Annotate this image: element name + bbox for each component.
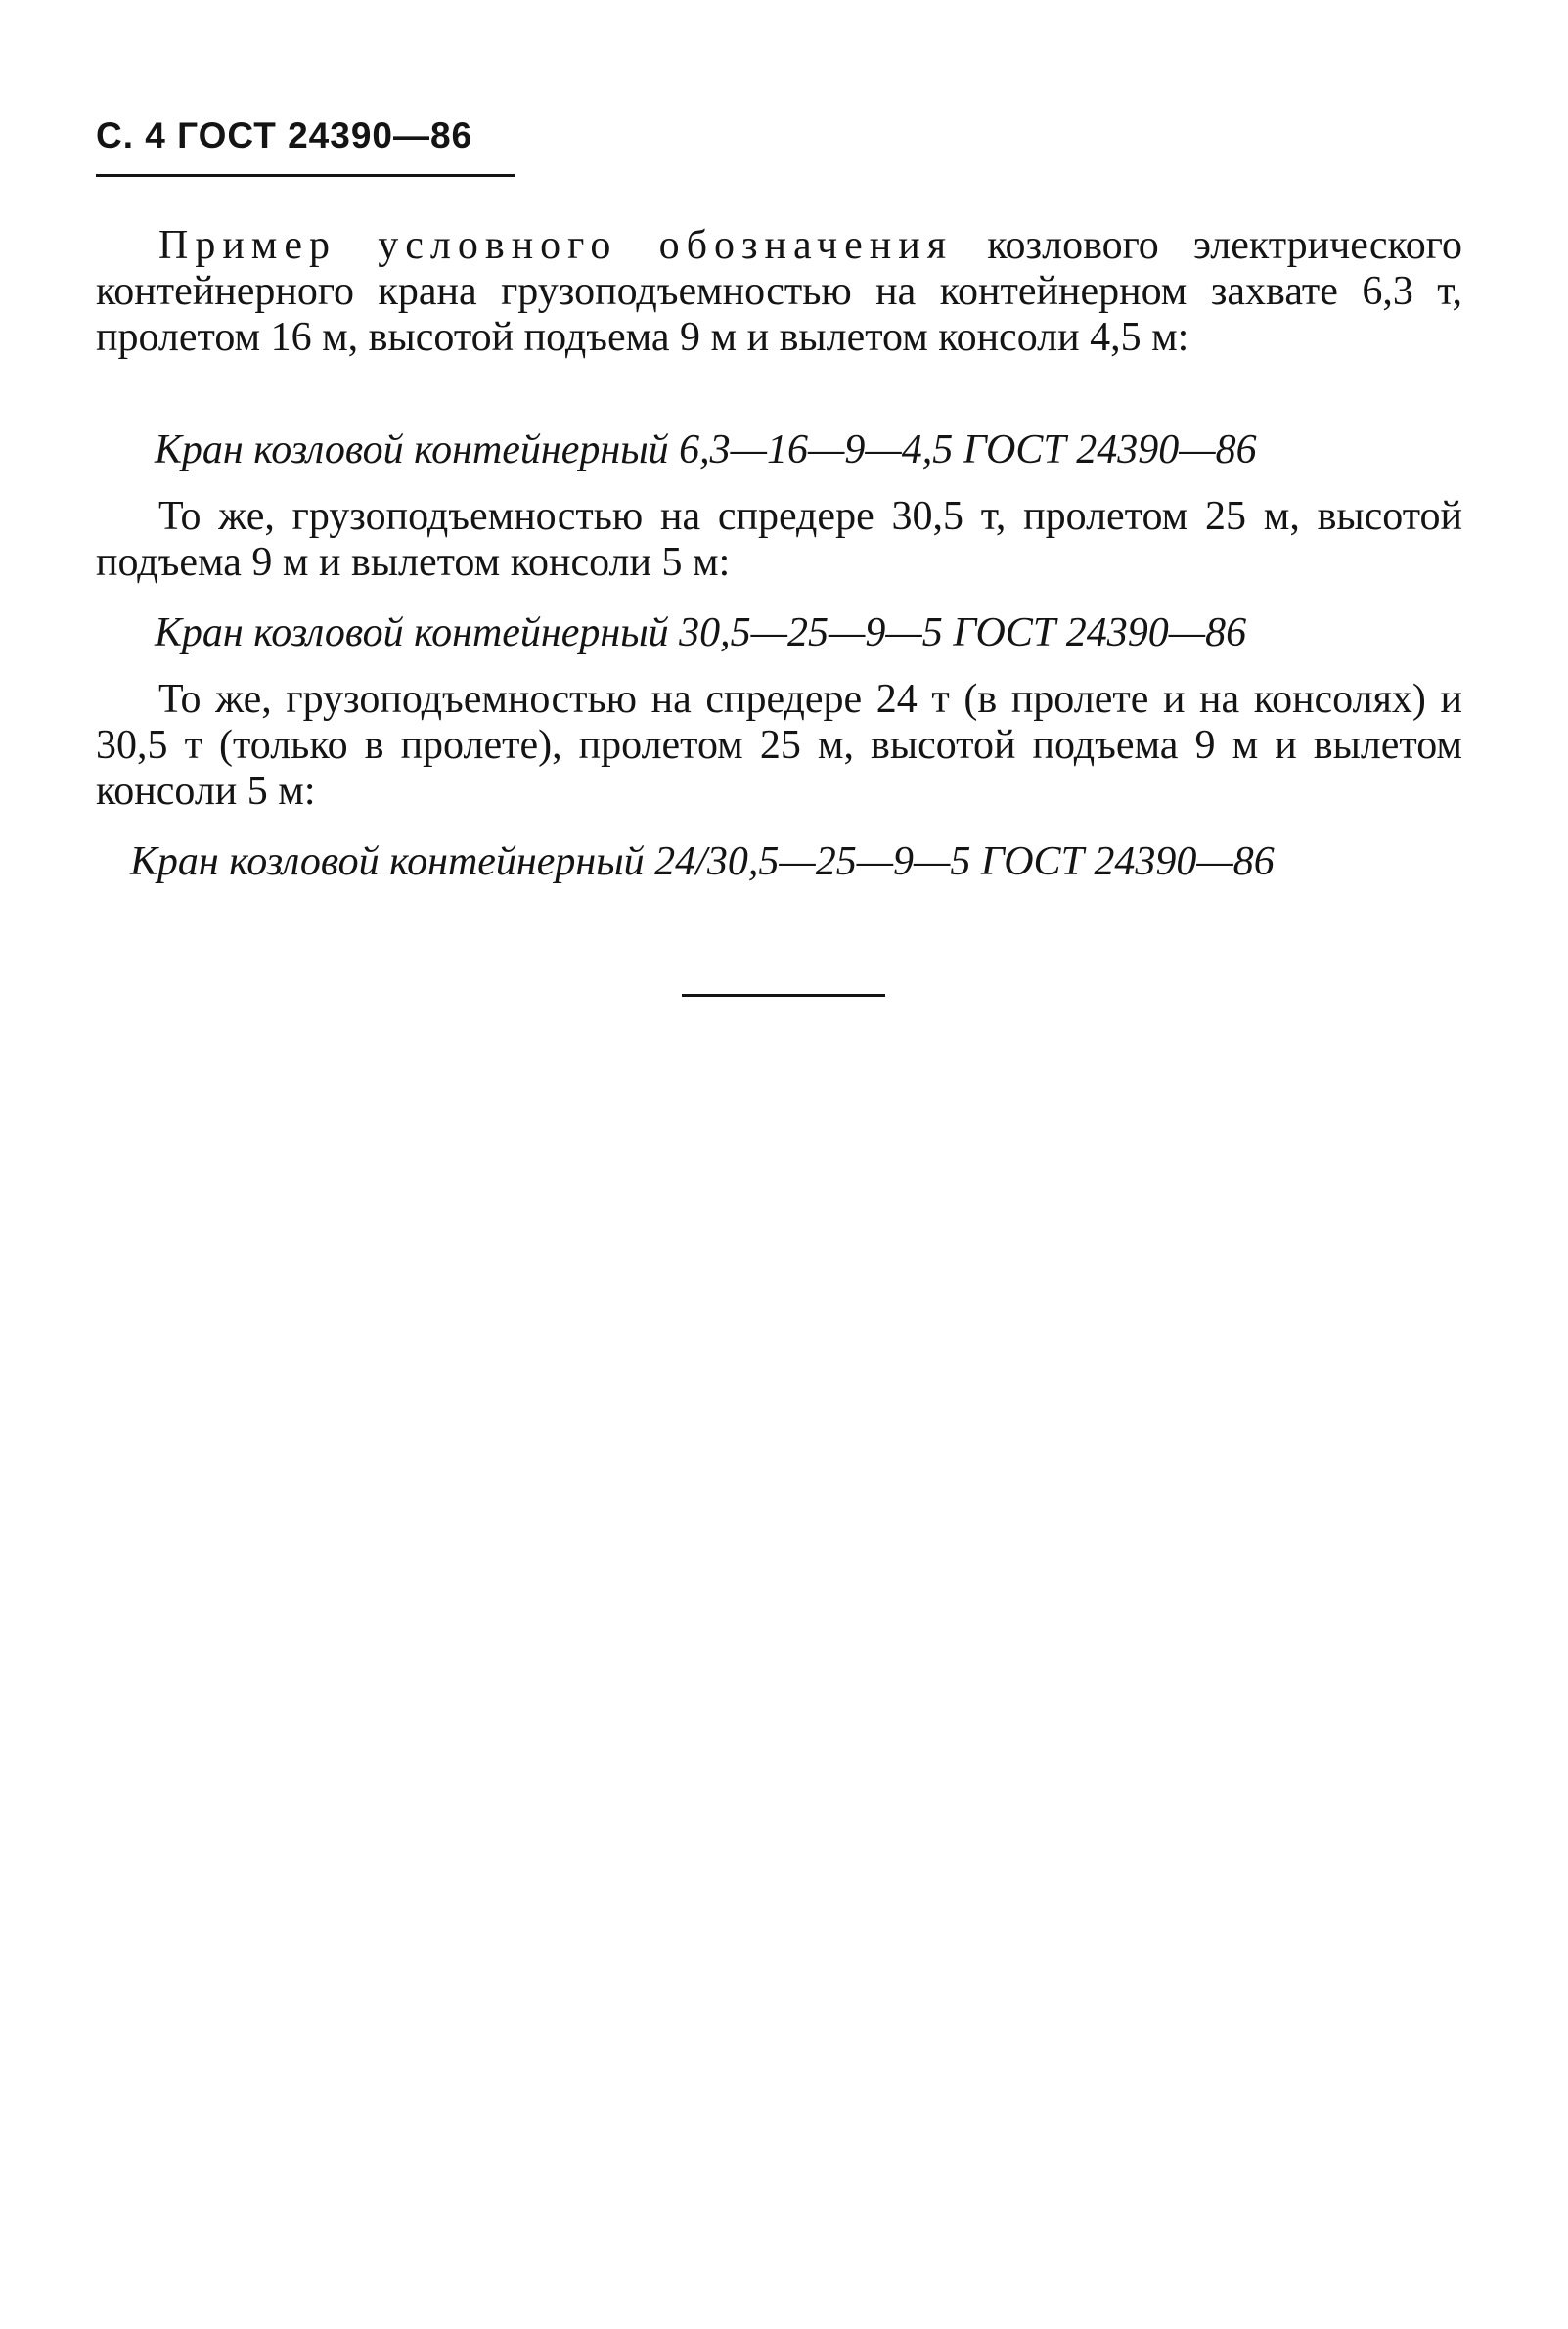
page-header: С. 4 ГОСТ 24390—86 — [96, 115, 473, 156]
paragraph-spreader-30-5: То же, грузоподъемностью на спредере 30,5 т, пролетом 25 м, высотой подъема 9 м и вылетом консоли 5 м: — [96, 494, 1462, 585]
header-rule — [96, 174, 515, 177]
paragraph-designation-example — [96, 223, 1462, 361]
designation-example-1: Кран козловой контейнерный 6,3—16—9—4,5 ГОСТ 24390—86 — [155, 427, 1257, 472]
paragraph-spreader-24-30-5: То же, грузоподъемностью на спредере 24 т (в пролете и на консолях) и 30,5 т (только в пролете), пролетом 25 м, высотой подъема 9 м и вылетом консоли 5 м: — [96, 677, 1462, 814]
end-rule — [682, 994, 885, 997]
paragraph-lead-spaced: Пример условного обозначения — [158, 223, 954, 268]
designation-example-3: Кран козловой контейнерный 24/30,5—25—9—5 ГОСТ 24390—86 — [130, 839, 1275, 884]
designation-example-2: Кран козловой контейнерный 30,5—25—9—5 ГОСТ 24390—86 — [155, 610, 1247, 655]
paragraph-text: козлового электрического контейнерного крана грузоподъемностью на контейнерном захвате 6,3 т, пролетом 16 м, высотой подъема 9 м и вылетом консоли 4,5 м: — [96, 223, 1462, 360]
